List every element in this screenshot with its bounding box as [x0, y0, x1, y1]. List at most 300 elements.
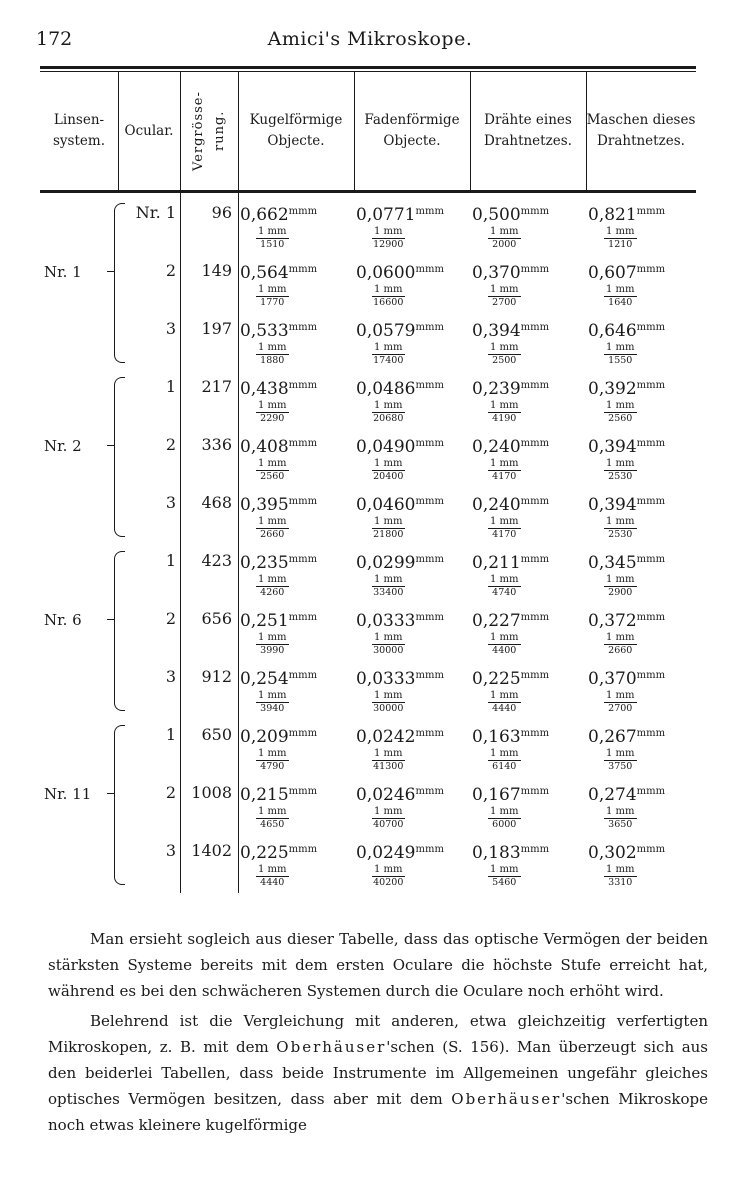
measure-cell	[472, 839, 590, 889]
measure-value	[588, 201, 706, 226]
measure-cell	[240, 549, 358, 599]
measure-cell	[240, 781, 358, 831]
fraction-denominator: 4650	[260, 819, 285, 830]
fraction	[256, 458, 289, 483]
value-unit: mmm	[636, 786, 666, 797]
ocular-cell: 3	[165, 493, 176, 512]
value-number: 0,251	[240, 611, 289, 631]
value-number: 0,662	[240, 205, 289, 225]
ocular-cell: Nr. 1	[135, 203, 176, 222]
fraction-numerator: 1 mm	[606, 748, 635, 759]
measure-value	[472, 839, 590, 864]
magnification-cell: 217	[201, 377, 232, 396]
linsensystem-label: Nr. 11	[44, 785, 92, 803]
fraction-denominator: 2700	[492, 297, 517, 308]
value-unit: mmm	[636, 554, 666, 565]
value-number: 0,0490	[356, 437, 416, 457]
value-unit: mmm	[520, 438, 550, 449]
fraction-denominator: 2660	[608, 645, 633, 656]
fraction-numerator: 1 mm	[490, 806, 519, 817]
value-unit: mmm	[520, 496, 550, 507]
fraction-denominator: 2900	[608, 587, 633, 598]
fraction-numerator: 1 mm	[490, 516, 519, 527]
value-number: 0,211	[472, 553, 521, 573]
value-unit: mmm	[415, 264, 444, 275]
table-header	[40, 72, 696, 191]
page-header	[30, 28, 710, 58]
ocular-cell: 3	[165, 667, 176, 686]
fraction	[256, 864, 289, 889]
value-unit: mmm	[636, 380, 666, 391]
measure-value	[588, 375, 706, 400]
value-number: 0,646	[588, 321, 637, 341]
fraction-denominator: 2530	[608, 529, 633, 540]
measure-cell	[356, 259, 474, 309]
value-unit: mmm	[415, 322, 444, 333]
measure-value	[240, 839, 358, 864]
measure-cell	[240, 259, 358, 309]
fraction	[256, 806, 289, 831]
fraction-numerator: 1 mm	[490, 748, 519, 759]
fraction-numerator: 1 mm	[258, 226, 287, 237]
fraction-denominator: 3940	[260, 703, 285, 714]
fraction-numerator: 1 mm	[490, 458, 519, 469]
fraction-denominator: 1210	[608, 239, 633, 250]
value-unit: mmm	[415, 380, 444, 391]
fraction	[256, 284, 289, 309]
value-number: 0,274	[588, 785, 637, 805]
value-unit: mmm	[415, 496, 444, 507]
data-table	[40, 66, 696, 893]
fraction-numerator: 1 mm	[606, 516, 635, 527]
fraction-numerator: 1 mm	[606, 284, 635, 295]
magnification-cell: 149	[201, 261, 232, 280]
measure-cell	[472, 259, 590, 309]
value-unit: mmm	[288, 206, 318, 217]
measure-cell	[588, 607, 706, 657]
fraction-numerator: 1 mm	[258, 690, 287, 701]
fraction	[604, 864, 637, 889]
measure-value	[588, 549, 706, 574]
measure-cell	[240, 607, 358, 657]
fraction-denominator: 2000	[492, 239, 517, 250]
fraction	[256, 690, 289, 715]
value-number: 0,0579	[356, 321, 416, 341]
value-number: 0,183	[472, 843, 521, 863]
header-vergroesserung: Vergrösse-rung.	[191, 91, 227, 171]
fraction	[372, 632, 405, 657]
fraction-numerator: 1 mm	[258, 400, 287, 411]
fraction	[488, 632, 521, 657]
measure-value	[472, 491, 590, 516]
value-number: 0,345	[588, 553, 637, 573]
measure-cell	[356, 665, 474, 715]
table-row	[40, 201, 696, 259]
measure-value	[588, 433, 706, 458]
fraction	[604, 400, 637, 425]
measure-value	[356, 317, 474, 342]
value-number: 0,533	[240, 321, 289, 341]
fraction-denominator: 16600	[373, 297, 404, 308]
measure-cell	[356, 607, 474, 657]
value-unit: mmm	[636, 844, 666, 855]
measure-cell	[240, 839, 358, 889]
header-maschen: Maschen dieses Drahtnetzes.	[586, 112, 696, 149]
fraction-numerator: 1 mm	[490, 226, 519, 237]
fraction-numerator: 1 mm	[258, 516, 287, 527]
fraction-denominator: 2290	[260, 413, 285, 424]
measure-cell	[588, 665, 706, 715]
fraction	[372, 458, 405, 483]
measure-value	[356, 491, 474, 516]
fraction-numerator: 1 mm	[490, 342, 519, 353]
fraction	[256, 516, 289, 541]
value-number: 0,0249	[356, 843, 416, 863]
measure-value	[588, 491, 706, 516]
measure-cell	[472, 201, 590, 251]
value-number: 0,267	[588, 727, 637, 747]
measure-cell	[356, 433, 474, 483]
fraction	[604, 632, 637, 657]
fraction	[372, 226, 405, 251]
value-number: 0,370	[472, 263, 521, 283]
value-unit: mmm	[520, 380, 550, 391]
value-number: 0,392	[588, 379, 637, 399]
fraction-denominator: 30000	[373, 703, 404, 714]
measure-value	[356, 607, 474, 632]
measure-cell	[472, 665, 590, 715]
header-faden: Fadenförmige Objecte.	[364, 112, 460, 149]
fraction-numerator: 1 mm	[374, 806, 403, 817]
fraction-denominator: 2700	[608, 703, 633, 714]
ocular-cell: 1	[165, 725, 176, 744]
value-unit: mmm	[415, 786, 444, 797]
fraction	[488, 516, 521, 541]
header-draehte: Drähte eines Drahtnetzes.	[484, 112, 572, 149]
fraction-numerator: 1 mm	[606, 806, 635, 817]
table-row	[40, 433, 696, 491]
value-unit: mmm	[288, 496, 318, 507]
fraction	[372, 864, 405, 889]
measure-value	[588, 723, 706, 748]
fraction-denominator: 6000	[492, 819, 517, 830]
fraction	[372, 690, 405, 715]
value-unit: mmm	[636, 496, 666, 507]
paragraph-2	[48, 1008, 708, 1138]
running-title: Amici's Mikroskope.	[267, 28, 473, 50]
value-number: 0,0299	[356, 553, 416, 573]
fraction-numerator: 1 mm	[374, 516, 403, 527]
value-number: 0,394	[588, 437, 637, 457]
fraction-denominator: 1510	[260, 239, 285, 250]
value-unit: mmm	[520, 612, 550, 623]
fraction-denominator: 21800	[373, 529, 404, 540]
measure-cell	[588, 549, 706, 599]
measure-cell	[356, 375, 474, 425]
magnification-cell: 650	[201, 725, 232, 744]
table-row	[40, 723, 696, 781]
fraction-denominator: 4190	[492, 413, 517, 424]
measure-cell	[588, 781, 706, 831]
fraction-denominator: 3650	[608, 819, 633, 830]
magnification-cell: 1008	[191, 783, 232, 802]
fraction-denominator: 3310	[608, 877, 633, 888]
fraction	[372, 748, 405, 773]
fraction-denominator: 3990	[260, 645, 285, 656]
value-unit: mmm	[415, 554, 444, 565]
fraction	[488, 226, 521, 251]
fraction-numerator: 1 mm	[490, 284, 519, 295]
value-unit: mmm	[520, 670, 550, 681]
measure-value	[356, 839, 474, 864]
fraction-denominator: 4170	[492, 471, 517, 482]
measure-value	[240, 433, 358, 458]
measure-value	[240, 665, 358, 690]
paragraph-1: Man ersieht sogleich aus dieser Tabelle, dass das optische Vermögen der beiden stärksten Systeme bereits mit dem ersten Oculare die höchste Stufe erreicht hat, während es bei den schwächeren Systemen durch die Oculare noch erhöht wird.	[48, 930, 708, 1000]
value-unit: mmm	[288, 554, 318, 565]
measure-value	[356, 549, 474, 574]
fraction-numerator: 1 mm	[606, 690, 635, 701]
fraction	[604, 516, 637, 541]
magnification-cell: 336	[201, 435, 232, 454]
header-linsensystem: Linsen-system.	[53, 112, 105, 149]
table-row	[40, 607, 696, 665]
fraction-numerator: 1 mm	[606, 400, 635, 411]
fraction	[604, 284, 637, 309]
value-number: 0,240	[472, 437, 521, 457]
fraction-numerator: 1 mm	[374, 342, 403, 353]
value-number: 0,821	[588, 205, 637, 225]
fraction-numerator: 1 mm	[258, 748, 287, 759]
measure-cell	[240, 317, 358, 367]
fraction-numerator: 1 mm	[374, 284, 403, 295]
ocular-cell: 2	[165, 783, 176, 802]
fraction-denominator: 40700	[373, 819, 404, 830]
value-unit: mmm	[415, 612, 444, 623]
value-unit: mmm	[288, 322, 318, 333]
value-number: 0,240	[472, 495, 521, 515]
measure-cell	[356, 491, 474, 541]
value-unit: mmm	[520, 728, 550, 739]
body-text	[48, 926, 708, 1138]
fraction-denominator: 4260	[260, 587, 285, 598]
fraction	[488, 864, 521, 889]
fraction	[488, 690, 521, 715]
fraction-numerator: 1 mm	[490, 690, 519, 701]
value-unit: mmm	[288, 728, 318, 739]
measure-cell	[472, 781, 590, 831]
magnification-cell: 1402	[191, 841, 232, 860]
value-number: 0,0242	[356, 727, 416, 747]
fraction-numerator: 1 mm	[490, 574, 519, 585]
measure-value	[588, 781, 706, 806]
fraction	[488, 342, 521, 367]
fraction-denominator: 2560	[608, 413, 633, 424]
value-number: 0,395	[240, 495, 289, 515]
value-unit: mmm	[288, 380, 318, 391]
fraction-numerator: 1 mm	[258, 632, 287, 643]
value-unit: mmm	[636, 612, 666, 623]
fraction-numerator: 1 mm	[606, 458, 635, 469]
measure-value	[356, 201, 474, 226]
fraction	[372, 342, 405, 367]
measure-value	[240, 259, 358, 284]
value-unit: mmm	[415, 438, 444, 449]
measure-value	[472, 259, 590, 284]
fraction-numerator: 1 mm	[374, 400, 403, 411]
fraction-numerator: 1 mm	[606, 226, 635, 237]
fraction-denominator: 1770	[260, 297, 285, 308]
value-number: 0,564	[240, 263, 289, 283]
magnification-cell: 468	[201, 493, 232, 512]
text-run: Belehrend ist die Vergleichung mit anderen, etwa gleichzeitig verfertigten Mikroskopen, z. B. mit dem	[48, 1012, 708, 1056]
ocular-cell: 1	[165, 551, 176, 570]
measure-value	[356, 375, 474, 400]
magnification-cell: 656	[201, 609, 232, 628]
measure-value	[240, 607, 358, 632]
fraction-denominator: 40200	[373, 877, 404, 888]
fraction-denominator: 30000	[373, 645, 404, 656]
fraction	[488, 574, 521, 599]
value-number: 0,0246	[356, 785, 416, 805]
value-unit: mmm	[288, 438, 318, 449]
fraction-denominator: 4790	[260, 761, 285, 772]
value-unit: mmm	[520, 322, 550, 333]
value-unit: mmm	[288, 844, 318, 855]
value-number: 0,239	[472, 379, 521, 399]
measure-value	[356, 665, 474, 690]
fraction	[604, 458, 637, 483]
measure-value	[472, 781, 590, 806]
ocular-cell: 2	[165, 261, 176, 280]
value-number: 0,302	[588, 843, 637, 863]
measure-value	[472, 607, 590, 632]
table-row	[40, 317, 696, 375]
fraction-numerator: 1 mm	[606, 342, 635, 353]
fraction	[256, 400, 289, 425]
value-number: 0,227	[472, 611, 521, 631]
measure-value	[472, 665, 590, 690]
fraction-denominator: 2660	[260, 529, 285, 540]
value-number: 0,163	[472, 727, 521, 747]
fraction-numerator: 1 mm	[606, 632, 635, 643]
fraction-numerator: 1 mm	[374, 748, 403, 759]
measure-cell	[588, 839, 706, 889]
value-unit: mmm	[636, 670, 666, 681]
fraction-denominator: 1640	[608, 297, 633, 308]
value-number: 0,225	[240, 843, 289, 863]
value-number: 0,500	[472, 205, 521, 225]
value-number: 0,209	[240, 727, 289, 747]
value-number: 0,394	[472, 321, 521, 341]
value-unit: mmm	[520, 844, 550, 855]
fraction	[604, 806, 637, 831]
fraction-numerator: 1 mm	[258, 342, 287, 353]
measure-cell	[240, 723, 358, 773]
measure-cell	[588, 317, 706, 367]
measure-cell	[240, 201, 358, 251]
magnification-cell: 423	[201, 551, 232, 570]
value-number: 0,370	[588, 669, 637, 689]
table-body	[40, 193, 696, 893]
fraction-numerator: 1 mm	[258, 574, 287, 585]
measure-cell	[472, 375, 590, 425]
measure-cell	[356, 839, 474, 889]
measure-cell	[472, 491, 590, 541]
value-number: 0,372	[588, 611, 637, 631]
value-number: 0,607	[588, 263, 637, 283]
value-unit: mmm	[636, 206, 666, 217]
measure-value	[472, 201, 590, 226]
measure-cell	[356, 317, 474, 367]
measure-cell	[588, 723, 706, 773]
fraction-numerator: 1 mm	[258, 806, 287, 817]
measure-value	[240, 549, 358, 574]
table-row	[40, 839, 696, 897]
fraction-numerator: 1 mm	[258, 864, 287, 875]
fraction-denominator: 1550	[608, 355, 633, 366]
fraction	[604, 748, 637, 773]
fraction	[256, 748, 289, 773]
fraction	[488, 806, 521, 831]
measure-value	[472, 723, 590, 748]
magnification-cell: 96	[211, 203, 232, 222]
value-number: 0,225	[472, 669, 521, 689]
value-number: 0,215	[240, 785, 289, 805]
value-number: 0,408	[240, 437, 289, 457]
fraction	[256, 226, 289, 251]
measure-value	[356, 433, 474, 458]
fraction-denominator: 4740	[492, 587, 517, 598]
measure-value	[240, 201, 358, 226]
header-ocular: Ocular.	[124, 122, 174, 139]
value-number: 0,0460	[356, 495, 416, 515]
fraction	[372, 574, 405, 599]
fraction	[488, 400, 521, 425]
fraction-numerator: 1 mm	[258, 284, 287, 295]
measure-value	[240, 723, 358, 748]
value-unit: mmm	[636, 322, 666, 333]
table-row	[40, 375, 696, 433]
magnification-cell: 197	[201, 319, 232, 338]
magnification-cell: 912	[201, 667, 232, 686]
measure-value	[472, 375, 590, 400]
linsensystem-label: Nr. 2	[44, 437, 82, 455]
value-unit: mmm	[288, 786, 318, 797]
table-row	[40, 491, 696, 549]
fraction	[256, 632, 289, 657]
value-number: 0,0333	[356, 611, 416, 631]
ocular-cell: 2	[165, 609, 176, 628]
measure-value	[356, 723, 474, 748]
fraction-numerator: 1 mm	[374, 574, 403, 585]
fraction-denominator: 2500	[492, 355, 517, 366]
name-spaced: Oberhäuser	[276, 1038, 387, 1056]
value-unit: mmm	[520, 786, 550, 797]
value-number: 0,254	[240, 669, 289, 689]
measure-cell	[240, 665, 358, 715]
value-unit: mmm	[288, 670, 318, 681]
fraction	[372, 806, 405, 831]
ocular-cell: 2	[165, 435, 176, 454]
measure-value	[472, 549, 590, 574]
fraction	[372, 516, 405, 541]
measure-cell	[240, 491, 358, 541]
value-number: 0,167	[472, 785, 521, 805]
measure-cell	[472, 433, 590, 483]
measure-value	[356, 781, 474, 806]
value-unit: mmm	[636, 264, 666, 275]
